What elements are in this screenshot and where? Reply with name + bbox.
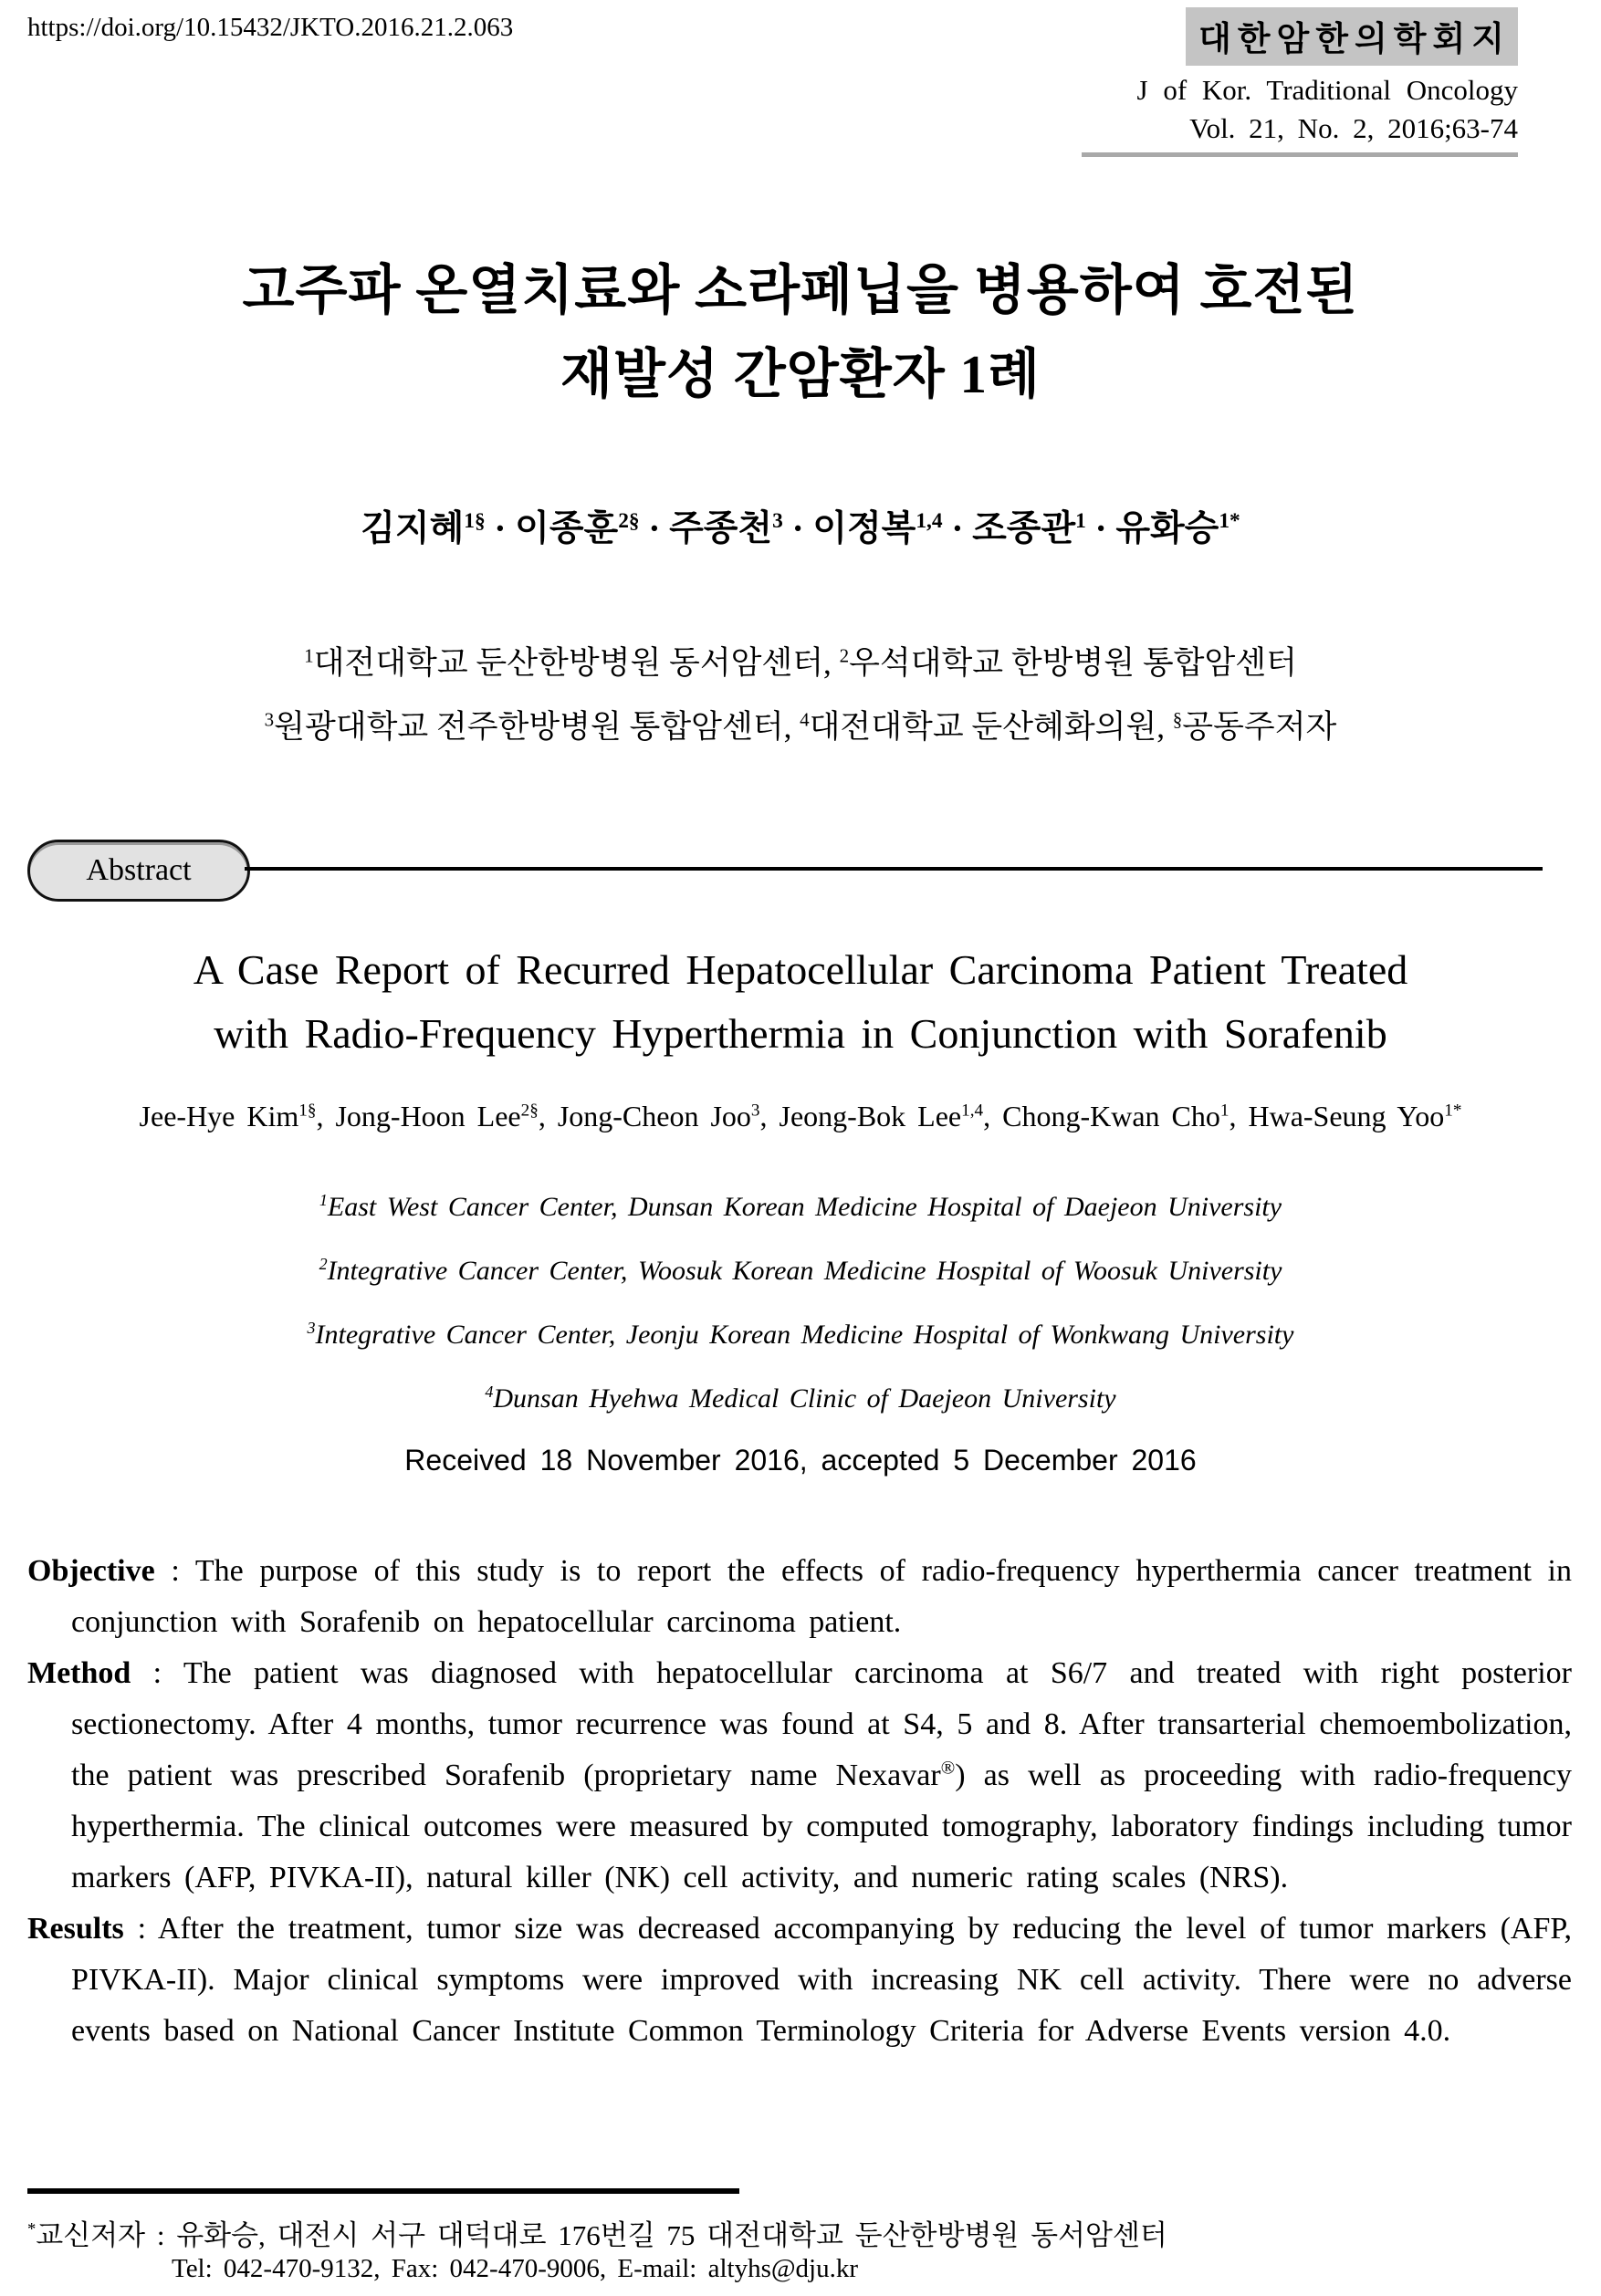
english-authors: Jee-Hye Kim$^{1\S}$, Jong-Hoon Lee$^{2\S}$, Jong-Cheon Joo$^3$, Jeong-Bok Lee$^{1,4}$, Chong-Kwan Cho$^1$, Hwa-Seung Yoo$^{1*}$ (139, 1100, 1462, 1132)
english-title-line1: A Case Report of Recurred Hepatocellular Carcinoma Patient Treated (193, 946, 1408, 993)
korean-affiliation-line2: $^3$원광대학교 전주한방병원 통합암센터, $^4$대전대학교 둔산혜화의원, §공동주저자 (264, 708, 1337, 745)
english-affiliation-1: $^1$East West Cancer Center, Dunsan Korean Medicine Hospital of Daejeon University (319, 1191, 1282, 1222)
korean-affiliation-line1: $^1$대전대학교 둔산한방병원 동서암센터, $^2$우석대학교 한방병원 통합암센터 (304, 644, 1297, 681)
korean-authors: 김지혜$^{1\S}$ · 이종훈$^{2\S}$ · 주종천$^3$ · 이정복$^{1,4}$ · 조종관$^1$ · 유화승$^{1*}$ (361, 509, 1240, 548)
korean-title (0, 248, 1601, 416)
abstract-paragraph-results (27, 1904, 1572, 2057)
paragraph-label-results: Results (27, 1912, 124, 1946)
paragraph-label-method: Method (27, 1656, 131, 1690)
english-title (0, 938, 1601, 1066)
journal-name-korean-row (1082, 7, 1518, 66)
english-title-line2: with Radio-Frequency Hyperthermia in Conjunction with Sorafenib (214, 1010, 1387, 1057)
journal-volume-info: Vol. 21, No. 2, 2016;63-74 (1189, 112, 1518, 144)
paragraph-label-objective: Objective (27, 1554, 155, 1588)
abstract-label: Abstract (27, 840, 250, 902)
journal-name-korean: 대한암한의학회지 (1186, 7, 1518, 66)
abstract-paragraph-objective (27, 1546, 1572, 1648)
footnote-rule (27, 2188, 739, 2194)
english-affiliation-2: $^2$Integrative Cancer Center, Woosuk Korean Medicine Hospital of Woosuk University (319, 1255, 1282, 1286)
abstract-body (27, 1546, 1572, 2057)
abstract-paragraph-method (27, 1648, 1572, 1904)
doi-link[interactable]: https://doi.org/10.15432/JKTO.2016.21.2.063 (27, 13, 514, 42)
journal-header (1082, 7, 1518, 157)
received-accepted-line: Received 18 November 2016, accepted 5 December 2016 (404, 1444, 1197, 1477)
english-affiliation-4: $^4$Dunsan Hyehwa Medical Clinic of Daejeon University (485, 1383, 1116, 1414)
abstract-divider (245, 867, 1543, 871)
journal-name-english: J of Kor. Traditional Oncology (1136, 74, 1518, 106)
correspondence-line: *교신저자 : 유화승, 대전시 서구 대덕대로 176번길 75 대전대학교 둔산한방병원 동서암센터 (27, 2219, 1167, 2251)
paragraph-text-results: : After the treatment, tumor size was decreased accompanying by reducing the level of tumor markers (AFP, PIVKA-II). Major clinical symptoms were improved with increasing NK cell activity. There were no adverse events based on National Cancer Institute Common Terminology Criteria for Adverse Events version 4.0. (71, 1912, 1572, 2048)
paragraph-text-method: : The patient was diagnosed with hepatocellular carcinoma at S6/7 and treated with right posterior sectionectomy. After 4 months, tumor recurrence was found at S4, 5 and 8. After transarterial chemoembolization, the patient was prescribed Sorafenib (proprietary name Nexavar®) as well as proceeding with radio-frequency hyperthermia. The clinical outcomes were measured by computed tomography, laboratory findings including tumor markers (AFP, PIVKA-II), natural killer (NK) cell activity, and numeric rating scales (NRS). (71, 1656, 1572, 1894)
korean-title-line1: 고주파 온열치료와 소라페닙을 병용하여 호전된 (242, 260, 1359, 320)
korean-affiliations (0, 631, 1601, 759)
contact-line[interactable]: Tel: 042-470-9132, Fax: 042-470-9006, E-mail: altyhs@dju.kr (172, 2254, 859, 2283)
paragraph-text-objective: : The purpose of this study is to report the effects of radio-frequency hyperthermia cancer treatment in conjunction with Sorafenib on hepatocellular carcinoma patient. (71, 1554, 1572, 1639)
header-rule (1082, 152, 1518, 157)
english-affiliation-3: $^3$Integrative Cancer Center, Jeonju Korean Medicine Hospital of Wonkwang University (307, 1319, 1294, 1350)
korean-title-line2: 재발성 간암환자 1례 (560, 344, 1041, 404)
english-affiliations (0, 1175, 1601, 1431)
